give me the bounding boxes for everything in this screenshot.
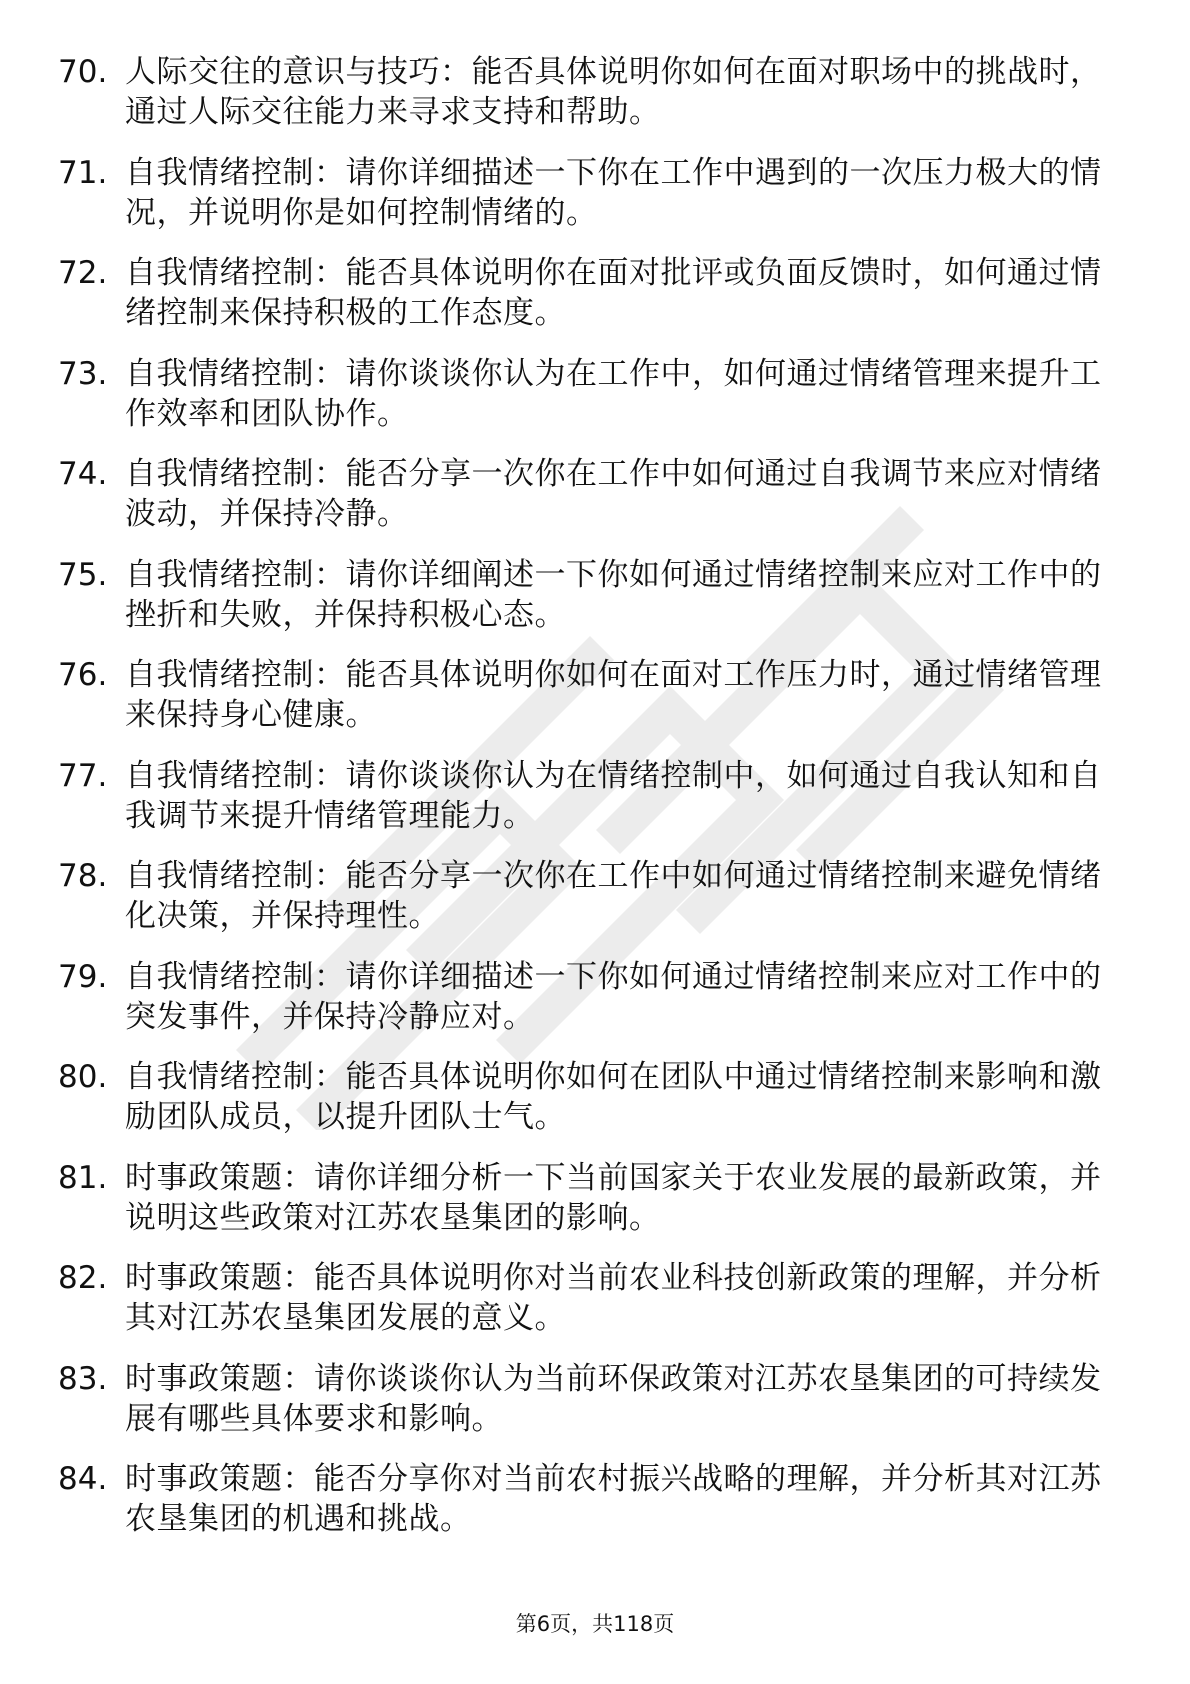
question-text: 自我情绪控制：请你详细描述一下你在工作中遇到的一次压力极大的情况，并说明你是如何控制情绪的。 — [125, 154, 1102, 231]
question-text: 时事政策题：能否具体说明你对当前农业科技创新政策的理解，并分析其对江苏农垦集团发展的意义。 — [125, 1260, 1102, 1336]
question-text: 自我情绪控制：能否分享一次你在工作中如何通过情绪控制来避免情绪化决策，并保持理性。 — [125, 858, 1102, 934]
question-text: 自我情绪控制：能否具体说明你如何在团队中通过情绪控制来影响和激励团队成员，以提升团队士气。 — [125, 1059, 1102, 1135]
question-item — [58, 354, 1118, 434]
question-item — [58, 153, 1118, 233]
question-number: 74. — [58, 456, 108, 492]
question-item — [58, 555, 1118, 635]
question-item — [58, 1258, 1118, 1338]
question-text: 自我情绪控制：请你详细阐述一下你如何通过情绪控制来应对工作中的挫折和失败，并保持积极心态。 — [125, 556, 1102, 633]
question-item — [58, 957, 1118, 1037]
question-text: 人际交往的意识与技巧：能否具体说明你如何在面对职场中的挑战时，通过人际交往能力来寻求支持和帮助。 — [125, 54, 1102, 130]
question-number: 72. — [58, 255, 108, 291]
question-item — [58, 1359, 1118, 1439]
question-list — [58, 52, 1118, 1560]
question-number: 82. — [58, 1260, 108, 1296]
question-number: 81. — [58, 1159, 108, 1196]
question-item — [58, 756, 1118, 836]
question-text: 自我情绪控制：能否分享一次你在工作中如何通过自我调节来应对情绪波动，并保持冷静。 — [125, 456, 1102, 532]
question-item — [58, 1158, 1118, 1238]
question-number: 73. — [58, 355, 108, 392]
question-number: 77. — [58, 757, 108, 794]
question-text: 时事政策题：请你详细分析一下当前国家关于农业发展的最新政策，并说明这些政策对江苏农垦集团的影响。 — [125, 1159, 1102, 1236]
question-item — [58, 1459, 1118, 1539]
question-number: 79. — [58, 958, 108, 995]
question-text: 自我情绪控制：能否具体说明你在面对批评或负面反馈时，如何通过情绪控制来保持积极的工作态度。 — [125, 255, 1102, 331]
question-text: 自我情绪控制：请你谈谈你认为在情绪控制中，如何通过自我认知和自我调节来提升情绪管理能力。 — [125, 757, 1102, 834]
question-number: 71. — [58, 154, 108, 191]
question-number: 78. — [58, 858, 108, 894]
question-item — [58, 253, 1118, 333]
question-number: 84. — [58, 1461, 108, 1497]
page-footer: 第6页，共118页 — [515, 1612, 675, 1636]
question-item — [58, 52, 1118, 132]
question-number: 76. — [58, 657, 108, 693]
question-number: 83. — [58, 1360, 108, 1397]
question-text: 时事政策题：能否分享你对当前农村振兴战略的理解，并分析其对江苏农垦集团的机遇和挑战。 — [125, 1461, 1102, 1537]
question-item — [58, 655, 1118, 735]
question-number: 70. — [58, 54, 108, 90]
question-text: 自我情绪控制：请你谈谈你认为在工作中，如何通过情绪管理来提升工作效率和团队协作。 — [125, 355, 1102, 432]
question-text: 时事政策题：请你谈谈你认为当前环保政策对江苏农垦集团的可持续发展有哪些具体要求和影响。 — [125, 1360, 1102, 1437]
question-text: 自我情绪控制：请你详细描述一下你如何通过情绪控制来应对工作中的突发事件，并保持冷静应对。 — [125, 958, 1102, 1035]
question-item — [58, 856, 1118, 936]
question-item — [58, 454, 1118, 534]
question-number: 80. — [58, 1059, 108, 1095]
question-item — [58, 1057, 1118, 1137]
question-text: 自我情绪控制：能否具体说明你如何在面对工作压力时，通过情绪管理来保持身心健康。 — [125, 657, 1102, 733]
question-number: 75. — [58, 556, 108, 593]
